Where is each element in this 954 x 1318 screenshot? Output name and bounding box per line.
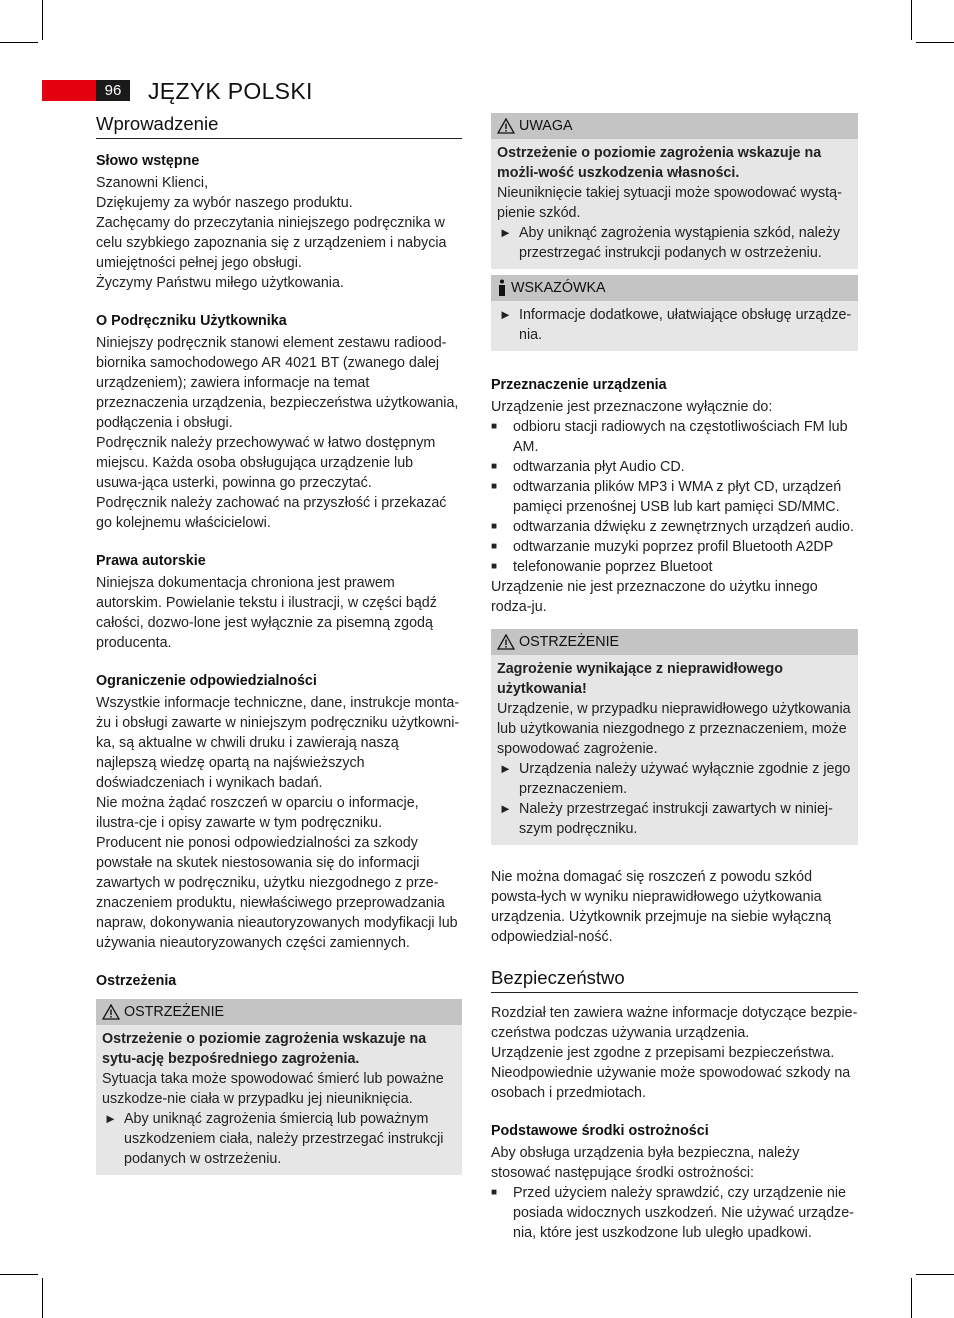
purpose-outro: Urządzenie nie jest przeznaczone do użytku innego rodza-ju. [491,579,818,615]
liability-text: Nie można żądać roszczeń w oparciu o informacje, ilustra-cje i opisy zawarte w tym podręczniku. [96,795,419,831]
manual-text: Niniejszy podręcznik stanowi element zestawu radiood-biornika samochodowego AR 4021 BT (zwanego dalej urządzeniem); zawiera informacje na temat przeznaczenia urządzenia, bezpieczeństwa użytkowania, podłączenia i obsługi. [96,335,459,431]
crop-mark [916,1274,954,1275]
manual-title: O Podręczniku Użytkownika [96,313,287,329]
left-column [96,113,462,1175]
warning-triangle-icon [497,634,515,650]
arrow-right-icon: ► [499,225,512,240]
liability-text: Producent nie ponosi odpowiedzialności za szkody powstałe na skutek niestosowania się do informacji zawartych w podręczniku, użytku niezgodnego z prze-znaczeniem produktu, niewłaściwego przeprowadzania napraw, dokonywania nieautoryzowanych modyfikacji lub używania nieautoryzowanych części zamiennych. [96,835,458,951]
list-item [491,477,858,517]
square-bullet-icon: ■ [491,521,498,532]
manual-text: Podręcznik należy zachować na przyszłość i przekazać go kolejnemu właścicielowi. [96,495,447,531]
list-item-text: Aby uniknąć zagrożenia wystąpienia szkód, należy przestrzegać instrukcji podanych w ostrzeżeniu. [519,225,841,261]
caution-box-label: UWAGA [519,118,573,134]
list-item [491,457,858,477]
list-item-text: odtwarzania dźwięku z zewnętrznych urządzeń audio. [513,519,854,535]
page-number: 96 [96,80,130,101]
square-bullet-icon: ■ [491,461,498,472]
crop-mark [0,1274,38,1275]
caution-box [491,113,858,269]
copyright-text: Niniejsza dokumentacja chroniona jest prawem autorskim. Powielanie tekstu i ilustracji, w części bądź całości, dozwo-lone jest wyłącznie za pisemną zgodą producenta. [96,575,437,651]
list-item-text: Aby uniknąć zagrożenia śmiercią lub poważnym uszkodzeniem ciała, należy przestrzegać instrukcji podanych w ostrzeżeniu. [124,1111,444,1167]
warning-box-label: OSTRZEŻENIE [519,634,620,650]
warning-box-label: OSTRZEŻENIE [124,1004,225,1020]
arrow-right-icon: ► [499,801,512,816]
liability-title: Ograniczenie odpowiedzialności [96,673,317,689]
copyright-title: Prawa autorskie [96,553,206,569]
square-bullet-icon: ■ [491,421,498,432]
list-item [497,759,852,799]
liability-text: Wszystkie informacje techniczne, dane, instrukcje monta-żu i obsługi zawarte w niniejszym podręczniku użytkowni-ka, są aktualne w chwili druku i zawierają naszą najlepszą wiedzę opartą na najświeższych doświadczeniach i wynikach badań. [96,695,460,791]
foreword-text: Życzymy Państwu miłego użytkowania. [96,275,344,291]
caution-box-text: Nieuniknięcie takiej sytuacji może spowodować wystą-pienie szkód. [497,185,842,221]
crop-mark [916,42,954,43]
square-bullet-icon: ■ [491,481,498,492]
list-item [491,557,858,577]
list-item [497,305,852,345]
warning-triangle-icon [497,118,515,134]
warning-triangle-icon [102,1004,120,1020]
list-item-text: telefonowanie poprzez Bluetoot [513,559,713,575]
list-item [102,1109,456,1169]
list-item-text: odtwarzanie muzyki poprzez profil Bluetooth A2DP [513,539,834,555]
manual-text: Podręcznik należy przechowywać w łatwo dostępnym miejscu. Każda osoba obsługująca urządzenie lub usuwa-jąca usterki, powinna go przeczytać. [96,435,436,491]
caution-box-header [491,113,858,139]
safety-text: Rozdział ten zawiera ważne informacje dotyczące bezpie-czeństwa podczas używania urządzenia. [491,1005,858,1041]
info-icon [497,279,507,297]
warning-box-text: Urządzenie, w przypadku nieprawidłowego użytkowania lub użytkowania niezgodnego z przeznaczeniem, może spowodować zagrożenie. [497,701,851,757]
warning-box [491,629,858,845]
hint-box-header [491,275,858,301]
section-title-introduction: Wprowadzenie [96,113,462,139]
square-bullet-icon: ■ [491,561,498,572]
crop-mark [42,1278,43,1318]
square-bullet-icon: ■ [491,1187,498,1198]
list-item [491,1183,858,1243]
foreword-title: Słowo wstępne [96,153,200,169]
list-item-text: Przed użyciem należy sprawdzić, czy urządzenie nie posiada widocznych uszkodzeń. Nie używać urządze-nia, które jest uszkodzone lub uległo upadkowi. [513,1185,854,1241]
list-item [491,517,858,537]
foreword-text: Szanowni Klienci, [96,175,209,191]
list-item [497,223,852,263]
foreword-text: Zachęcamy do przeczytania niniejszego podręcznika w celu szybkiego zapoznania się z urządzeniem i nabycia umiejętności pełnej jego obsługi. [96,215,447,271]
precautions-title: Podstawowe środki ostrożności [491,1123,709,1139]
warning-box-text: Sytuacja taka może spowodować śmierć lub poważne uszkodze-nie ciała w przypadku jej nieuniknięcia. [102,1071,444,1107]
purpose-intro: Urządzenie jest przeznaczone wyłącznie do: [491,399,773,415]
purpose-title: Przeznaczenie urządzenia [491,377,667,393]
crop-mark [911,0,912,40]
warning-box-header [96,999,462,1025]
list-item-text: Urządzenia należy używać wyłącznie zgodnie z jego przeznaczeniem. [519,761,851,797]
claims-text: Nie można domagać się roszczeń z powodu szkód powsta-łych w wyniku nieprawidłowego użytkowania urządzenia. Użytkownik przejmuje na siebie wyłączną odpowiedzial-ność. [491,869,832,945]
arrow-right-icon: ► [104,1111,117,1126]
square-bullet-icon: ■ [491,541,498,552]
crop-mark [0,42,38,43]
arrow-right-icon: ► [499,761,512,776]
warnings-title: Ostrzeżenia [96,973,177,989]
warning-box-bold: Ostrzeżenie o poziomie zagrożenia wskazuje na sytu-ację bezpośredniego zagrożenia. [102,1031,427,1067]
list-item-text: Należy przestrzegać instrukcji zawartych w niniej-szym podręczniku. [519,801,833,837]
hint-box [491,275,858,351]
list-item-text: odtwarzania płyt Audio CD. [513,459,685,475]
safety-text: Urządzenie jest zgodne z przepisami bezpieczeństwa. Nieodpowiednie używanie może spowodować szkody na osobach i przedmiotach. [491,1045,851,1101]
hint-box-label: WSKAZÓWKA [511,280,606,296]
list-item-text: odtwarzania plików MP3 i WMA z płyt CD, urządzeń pamięci przenośnej USB lub kart pamięci SD/MMC. [513,479,842,515]
warning-box [96,999,462,1175]
section-title-safety: Bezpieczeństwo [491,967,858,993]
list-item [497,799,852,839]
list-item-text: odbioru stacji radiowych na częstotliwościach FM lub AM. [513,419,848,455]
list-item-text: Informacje dodatkowe, ułatwiające obsługę urządze-nia. [519,307,852,343]
warning-box-bold: Zagrożenie wynikające z nieprawidłowego użytkowania! [497,661,784,697]
arrow-right-icon: ► [499,307,512,322]
list-item [491,537,858,557]
warning-box-header [491,629,858,655]
list-item [491,417,858,457]
foreword-text: Dziękujemy za wybór naszego produktu. [96,195,353,211]
right-column [491,113,858,1243]
crop-mark [42,0,43,40]
crop-mark [911,1278,912,1318]
caution-box-bold: Ostrzeżenie o poziomie zagrożenia wskazuje na możli-wość uszkodzenia własności. [497,145,822,181]
precautions-intro: Aby obsługa urządzenia była bezpieczna, należy stosować następujące środki ostrożności: [491,1145,800,1181]
language-title: JĘZYK POLSKI [148,78,313,104]
